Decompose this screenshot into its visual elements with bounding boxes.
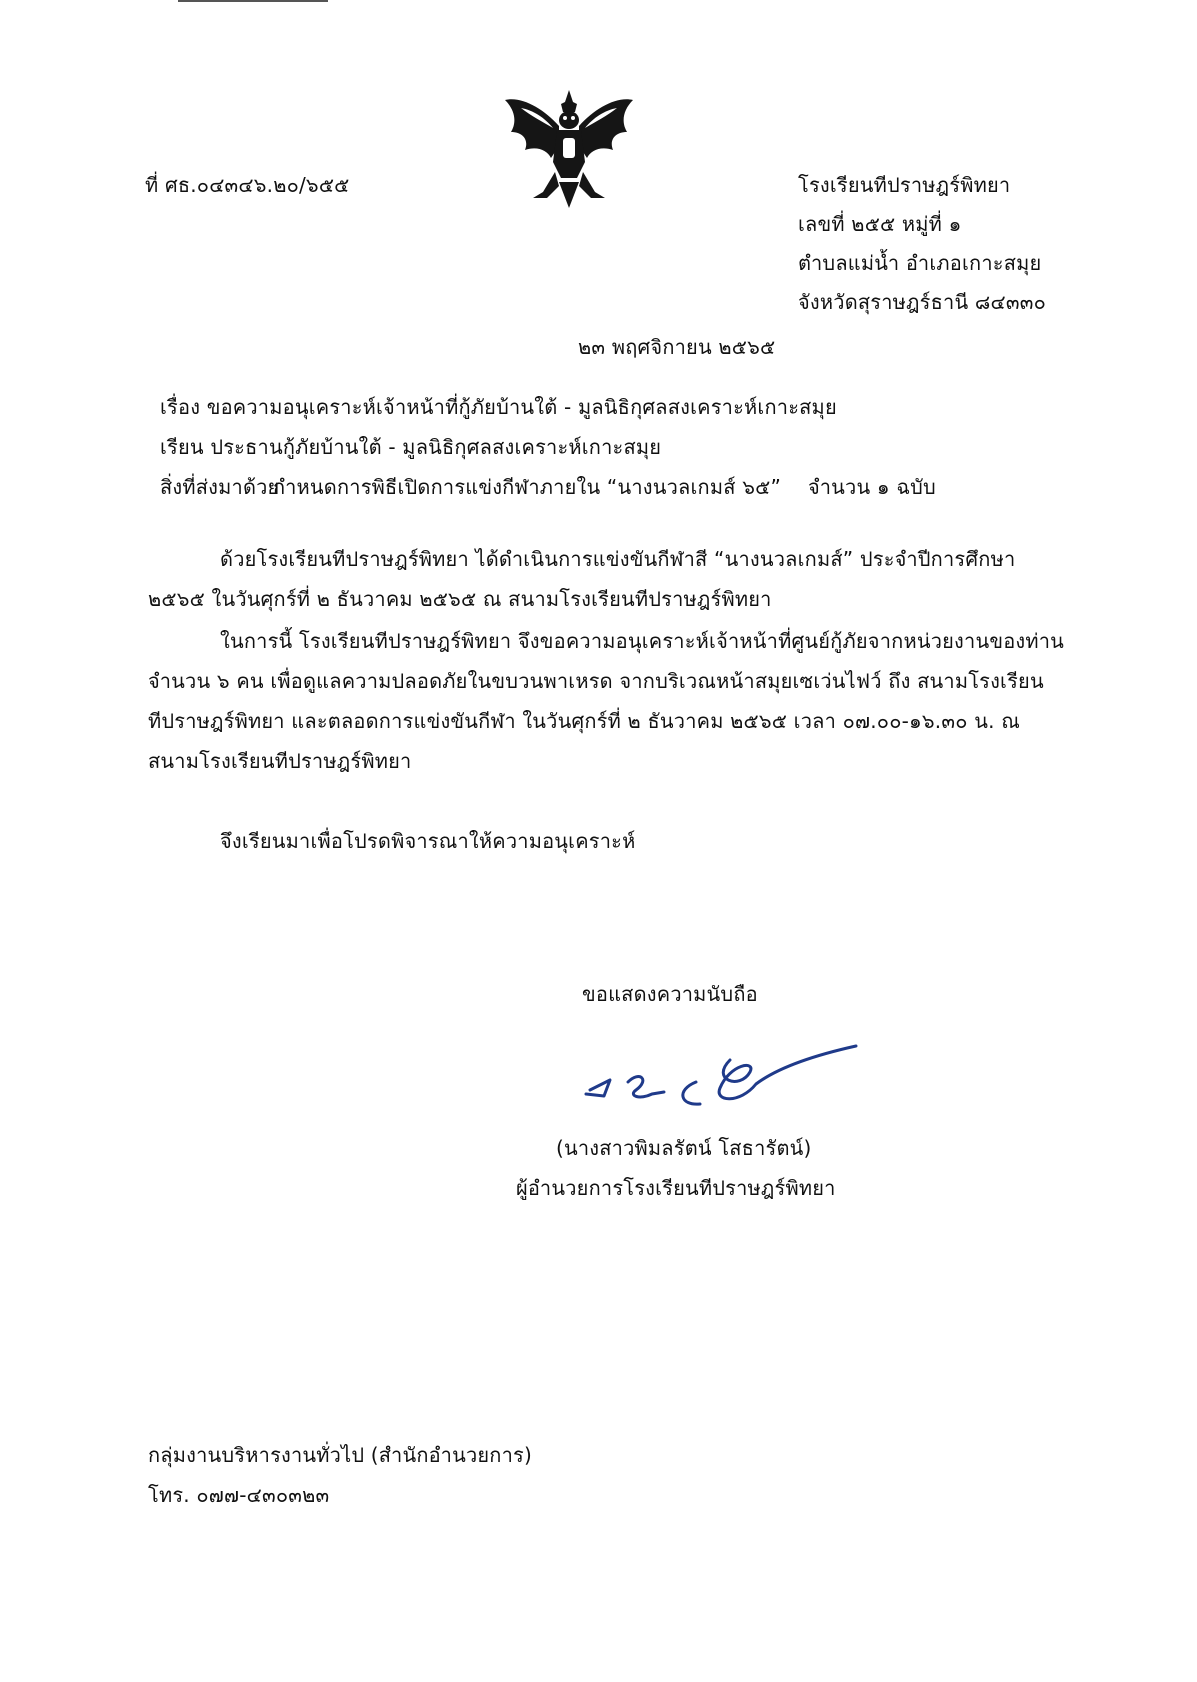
enclosure-label: สิ่งที่ส่งมาด้วย	[160, 475, 280, 499]
enclosure-count: จำนวน ๑ ฉบับ	[808, 475, 936, 499]
reference-number: ที่ ศธ.๐๔๓๔๖.๒๐/๖๕๕	[145, 173, 350, 197]
body-paragraph-2-line-3: ทีปราษฎร์พิทยา และตลอดการแข่งขันกีฬา ในวันศุกร์ที่ ๒ ธันวาคม ๒๕๖๕ เวลา ๐๗.๐๐-๑๖.๓๐ น. ณ	[148, 709, 1020, 733]
body-paragraph-1-line-1: ด้วยโรงเรียนทีปราษฎร์พิทยา ได้ดำเนินการแข่งขันกีฬาสี “นางนวลเกมส์” ประจำปีการศึกษา	[220, 547, 1016, 571]
letter-date: ๒๓ พฤศจิกายน ๒๕๖๕	[578, 335, 776, 359]
subject-line: เรื่อง ขอความอนุเคราะห์เจ้าหน้าที่กู้ภัยบ้านใต้ - มูลนิธิกุศลสงเคราะห์เกาะสมุย	[160, 395, 837, 419]
garuda-emblem-icon	[503, 88, 635, 210]
footer-telephone: โทร. ๐๗๗-๔๓๐๓๒๓	[148, 1483, 330, 1507]
sender-address-line-4: จังหวัดสุราษฎร์ธานี ๘๔๓๓๐	[798, 290, 1047, 314]
handwritten-signature	[580, 1040, 860, 1120]
signatory-name: (นางสาวพิมลรัตน์ โสธารัตน์)	[556, 1136, 812, 1160]
closing-salutation: ขอแสดงความนับถือ	[582, 982, 758, 1006]
body-paragraph-2-line-4: สนามโรงเรียนทีปราษฎร์พิทยา	[148, 749, 412, 773]
body-paragraph-1-line-2: ๒๕๖๕ ในวันศุกร์ที่ ๒ ธันวาคม ๒๕๖๕ ณ สนามโรงเรียนทีปราษฎร์พิทยา	[148, 587, 772, 611]
body-paragraph-3: จึงเรียนมาเพื่อโปรดพิจารณาให้ความอนุเคราะห์	[220, 829, 636, 853]
recipient-line: เรียน ประธานกู้ภัยบ้านใต้ - มูลนิธิกุศลสงเคราะห์เกาะสมุย	[160, 435, 662, 459]
body-paragraph-2-line-2: จำนวน ๖ คน เพื่อดูแลความปลอดภัยในขบวนพาเหรด จากบริเวณหน้าสมุยเซเว่นไฟว์ ถึง สนามโรงเรียน	[148, 669, 1044, 693]
enclosure-value: กำหนดการพิธีเปิดการแข่งกีฬาภายใน “นางนวลเกมส์ ๖๕”	[273, 475, 781, 499]
scan-edge-mark	[178, 0, 328, 2]
footer-department: กลุ่มงานบริหารงานทั่วไป (สำนักอำนวยการ)	[148, 1443, 532, 1467]
body-paragraph-2-line-1: ในการนี้ โรงเรียนทีปราษฎร์พิทยา จึงขอความอนุเคราะห์เจ้าหน้าที่ศูนย์กู้ภัยจากหน่วยงานของท่าน	[220, 629, 1065, 653]
sender-address-line-3: ตำบลแม่น้ำ อำเภอเกาะสมุย	[798, 251, 1042, 275]
sender-address-line-1: โรงเรียนทีปราษฎร์พิทยา	[798, 173, 1011, 197]
sender-address-line-2: เลขที่ ๒๕๕ หมู่ที่ ๑	[798, 212, 962, 236]
signatory-position: ผู้อำนวยการโรงเรียนทีปราษฎร์พิทยา	[516, 1176, 836, 1200]
